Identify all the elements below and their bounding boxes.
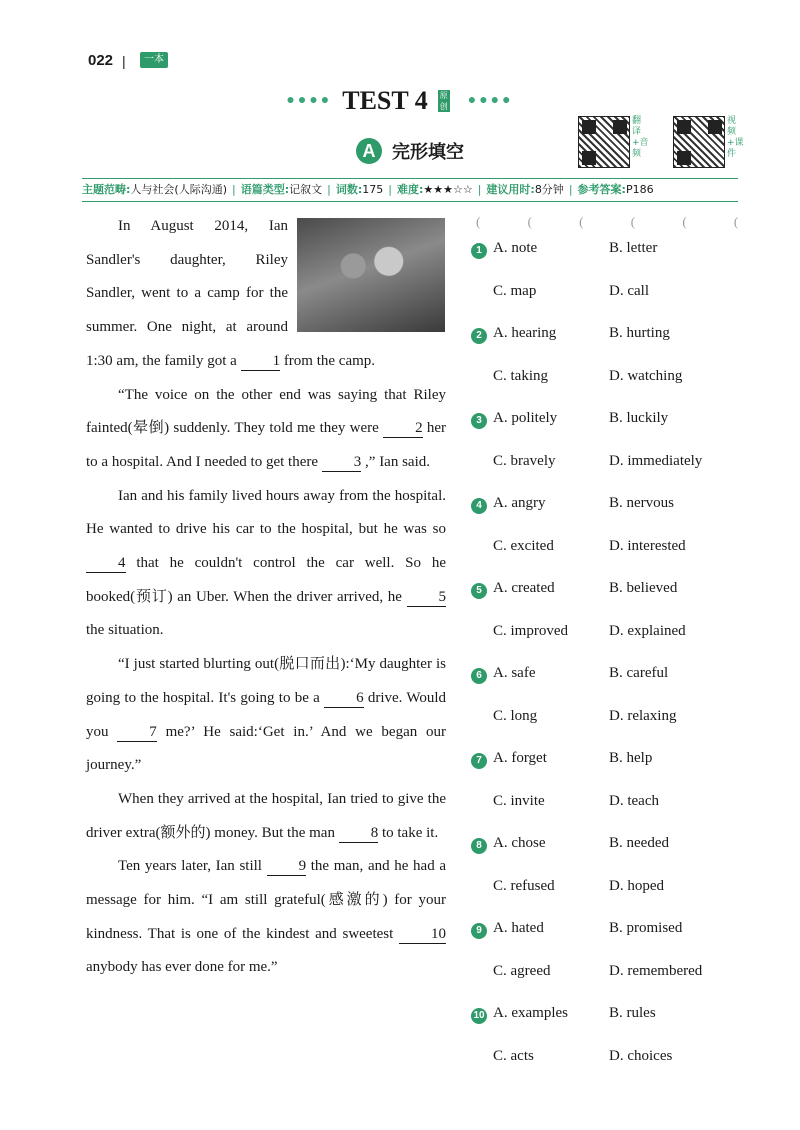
page-title: TEST 4 [342, 86, 428, 115]
option-b[interactable]: B. promised [609, 920, 683, 936]
paragraph-6 [86, 850, 446, 985]
section-letter-badge: A [356, 138, 382, 164]
option-c[interactable]: C. excited [493, 537, 554, 554]
genre-value: 记叙文 [289, 183, 323, 196]
genre-label: 语篇类型: [240, 183, 290, 196]
answer-blank[interactable]: 2 [383, 419, 423, 438]
option-d[interactable]: D. remembered [609, 962, 703, 979]
answer-page: P186 [625, 183, 654, 196]
answer-blank[interactable]: 7 [117, 723, 157, 742]
time-label: 建议用时: [486, 183, 535, 196]
brand-logo: 一本 [140, 52, 168, 68]
option-b[interactable]: B. needed [609, 835, 669, 851]
original-tag: 原创 [439, 91, 448, 111]
question-number-badge: 3 [471, 413, 487, 429]
answer-label: 参考答案: [577, 183, 626, 196]
time-value: 8分钟 [534, 183, 564, 196]
option-a[interactable]: A. hearing [493, 325, 557, 341]
question-number [471, 921, 487, 939]
paragraph-2 [86, 379, 446, 480]
qr-code-video[interactable] [673, 116, 725, 168]
question-number [471, 241, 487, 259]
word-count-label: 词数: [335, 183, 363, 196]
option-b[interactable]: B. rules [609, 1005, 656, 1021]
option-c[interactable]: C. invite [493, 792, 545, 809]
option-c[interactable]: C. long [493, 707, 538, 724]
page-number: 022 [88, 52, 114, 69]
answer-blank[interactable]: 10 [399, 925, 446, 944]
qr-code-audio[interactable] [578, 116, 630, 168]
option-c[interactable]: C. agreed [493, 962, 551, 979]
header-separator: | [122, 53, 126, 69]
passage [86, 210, 446, 985]
passage-text: Ten years later, Ian still [118, 858, 262, 875]
option-b[interactable]: B. letter [609, 240, 658, 256]
question-number [471, 496, 487, 514]
option-b[interactable]: B. believed [609, 580, 678, 596]
passage-text: anybody has ever done for me.” [86, 959, 278, 976]
passage-text: the situation. [86, 622, 164, 639]
passage-text: to take it. [381, 824, 439, 841]
decorative-marks: ( ( ( ( ( ( [476, 214, 761, 229]
question-number [471, 666, 487, 684]
passage-text: In August 2014, Ian Sandler's daughter, Riley Sandler, went to a camp for the summer. One night, at around 1:30 am, the family got a [86, 218, 288, 369]
option-d[interactable]: D. hoped [609, 877, 664, 894]
option-b[interactable]: B. nervous [609, 495, 674, 511]
question-number [471, 411, 487, 429]
question-number [471, 836, 487, 854]
option-c[interactable]: C. bravely [493, 452, 556, 469]
passage-text: that he couldn't control the car well. So he booked(预订) an Uber. When the driver arrived, he [86, 555, 446, 605]
question-number [471, 581, 487, 599]
option-d[interactable]: D. call [609, 282, 649, 299]
answer-blank[interactable]: 6 [324, 689, 364, 708]
option-c[interactable]: C. improved [493, 622, 568, 639]
option-a[interactable]: A. chose [493, 835, 546, 851]
qr-label-audio: 翻译+音频 [632, 116, 649, 159]
question-number-badge: 7 [471, 753, 487, 769]
paragraph-4 [86, 648, 446, 783]
option-c[interactable]: C. taking [493, 367, 548, 384]
question-number-badge: 10 [471, 1008, 487, 1024]
theme-label: 主题范畴: [82, 183, 131, 196]
option-b[interactable]: B. luckily [609, 410, 669, 426]
test-title-row [0, 86, 800, 116]
question-number-badge: 2 [471, 328, 487, 344]
question-number [471, 1006, 487, 1024]
option-c[interactable]: C. refused [493, 877, 555, 894]
passage-text: “The voice on the other end was saying that Riley fainted(晕倒) suddenly. They told me they were [86, 386, 446, 437]
qr-label-video: 视频+课件 [727, 116, 744, 159]
option-d[interactable]: D. choices [609, 1047, 673, 1064]
paragraph-3 [86, 480, 446, 649]
question-number-badge: 1 [471, 243, 487, 259]
difficulty-stars: ★★★☆☆ [423, 183, 473, 196]
passage-text: the man, and he had a message for him. “I am still grateful(感激的) for your kindness. That is one of the kindest and sweetest [86, 858, 447, 942]
question-number [471, 751, 487, 769]
option-a[interactable]: A. politely [493, 410, 558, 426]
difficulty-label: 难度: [396, 183, 424, 196]
option-b[interactable]: B. hurting [609, 325, 670, 341]
option-d[interactable]: D. relaxing [609, 707, 677, 724]
answer-blank[interactable]: 1 [241, 352, 281, 371]
paragraph-5 [86, 783, 446, 850]
title-dots-right: ●●●● [467, 93, 514, 108]
question-number-badge: 9 [471, 923, 487, 939]
question-number-badge: 4 [471, 498, 487, 514]
paragraph-1 [86, 210, 446, 379]
passage-text: her to a hospital. And I needed to get there [86, 420, 447, 470]
photo-spacer [296, 210, 446, 328]
option-d[interactable]: D. teach [609, 792, 659, 809]
option-d[interactable]: D. interested [609, 537, 686, 554]
option-b[interactable]: B. careful [609, 665, 669, 681]
info-bar: 主题范畴:人与社会(人际沟通) | 语篇类型:记叙文 | 词数:175 | 难度:★★★☆☆ | 建议用时:8分钟 | 参考答案:P186 [82, 178, 738, 202]
option-a[interactable]: A. angry [493, 495, 546, 511]
passage-text: Ian and his family lived hours away from the hospital. He wanted to drive his car to the hospital, but he was so [86, 487, 446, 538]
option-a[interactable]: A. safe [493, 665, 536, 681]
passage-text: me?’ He said:‘Get in.’ And we began our journey.” [86, 723, 447, 774]
option-b[interactable]: B. help [609, 750, 653, 766]
passage-text: “I just started blurting out(脱口而出):‘My daughter is going to the hospital. It's going to be a [86, 656, 446, 706]
answer-blank[interactable]: 9 [267, 857, 307, 876]
answer-blank[interactable]: 5 [407, 588, 447, 607]
option-a[interactable]: A. forget [493, 750, 547, 766]
option-d[interactable]: D. immediately [609, 452, 703, 469]
option-a[interactable]: A. note [493, 240, 538, 256]
option-a[interactable]: A. hated [493, 920, 544, 936]
passage-text: ,” Ian said. [365, 453, 431, 470]
question-number-badge: 6 [471, 668, 487, 684]
answer-blank[interactable]: 3 [322, 453, 362, 472]
option-d[interactable]: D. watching [609, 367, 683, 384]
section-heading [356, 138, 464, 164]
option-d[interactable]: D. explained [609, 622, 686, 639]
passage-text: from the camp. [283, 352, 376, 369]
section-title: 完形填空 [392, 142, 464, 163]
option-a[interactable]: A. examples [493, 1005, 568, 1021]
question-number [471, 326, 487, 344]
option-c[interactable]: C. map [493, 282, 537, 299]
question-number-badge: 5 [471, 583, 487, 599]
word-count-value: 175 [362, 183, 384, 196]
answer-blank[interactable]: 8 [339, 824, 379, 843]
question-number-badge: 8 [471, 838, 487, 854]
theme-value: 人与社会(人际沟通) [130, 183, 227, 196]
option-c[interactable]: C. acts [493, 1047, 534, 1064]
passage-text: When they arrived at the hospital, Ian tried to give the driver extra(额外的) money. But the man [86, 790, 446, 841]
title-dots-left: ●●●● [286, 93, 333, 108]
passage-text: drive. Would you [86, 689, 447, 740]
option-a[interactable]: A. created [493, 580, 555, 596]
answer-blank[interactable]: 4 [86, 554, 126, 573]
